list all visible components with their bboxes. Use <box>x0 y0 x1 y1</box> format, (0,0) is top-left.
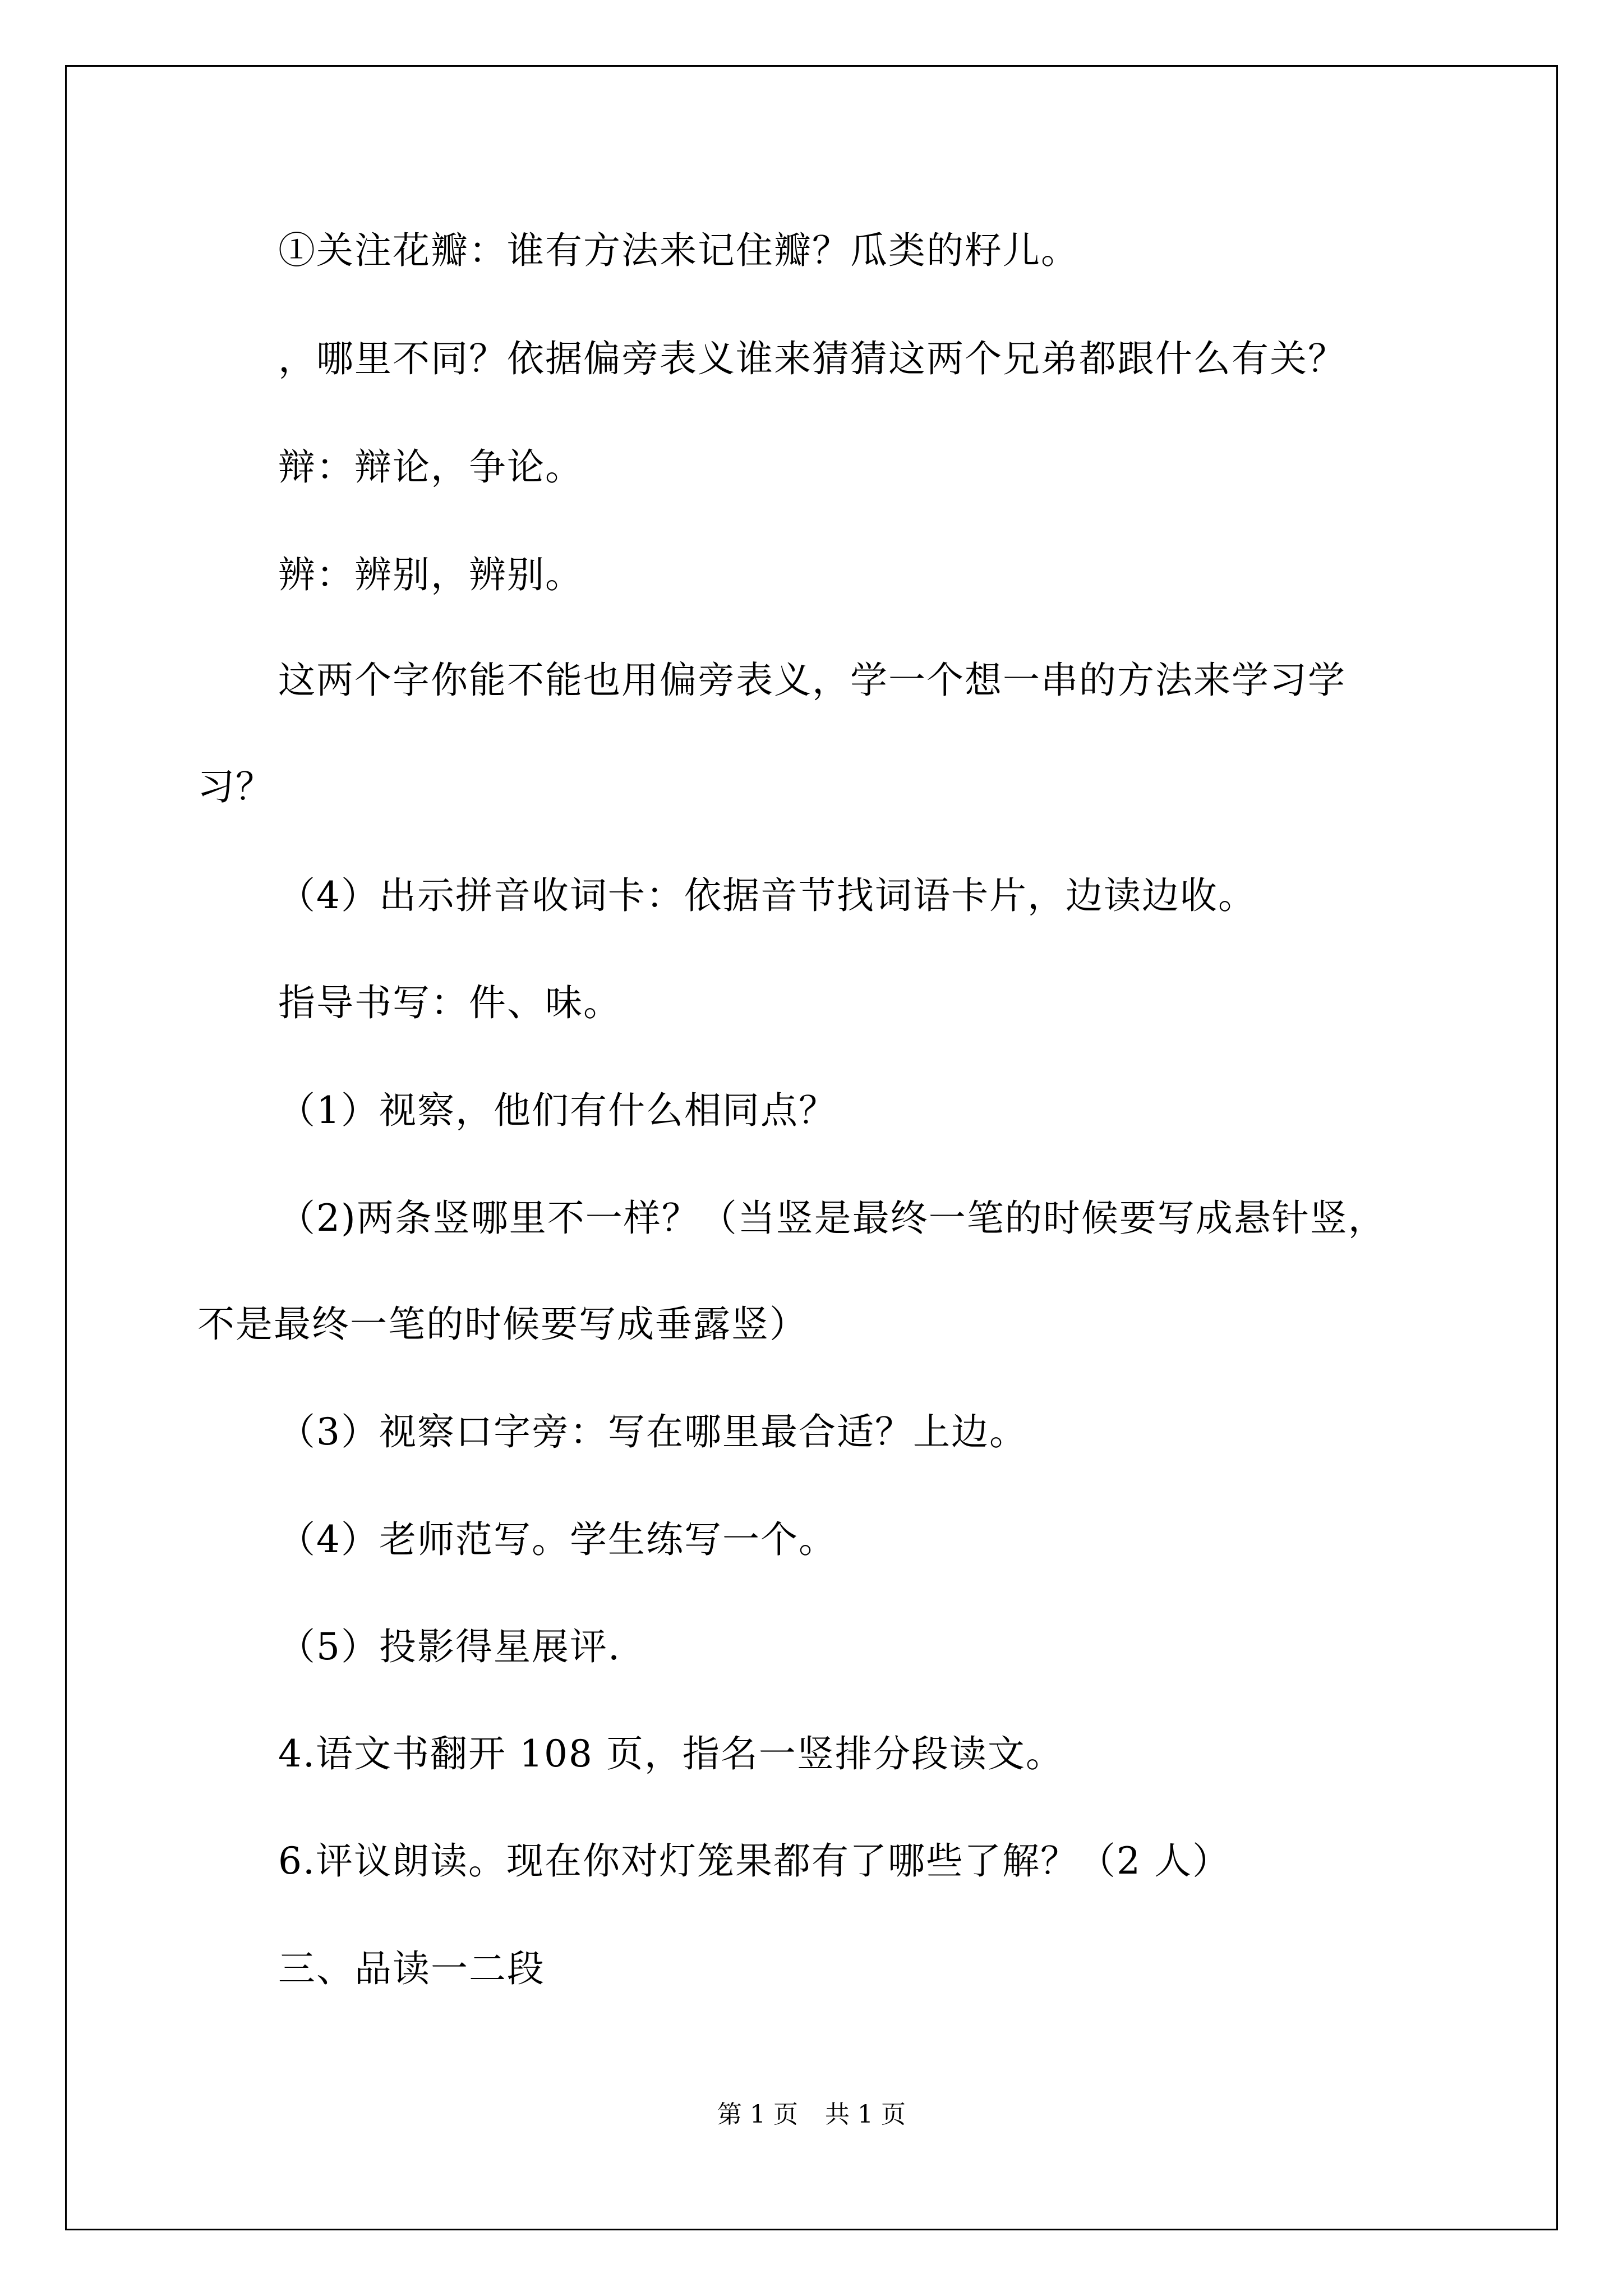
paragraph-line: （2)两条竖哪里不一样？（当竖是最终一笔的时候要写成悬针竖， <box>278 1197 1386 1240</box>
paragraph-line: 6.评议朗读。现在你对灯笼果都有了哪些了解？（2 人） <box>278 1839 1230 1883</box>
paragraph-line: （4）老师范写。学生练写一个。 <box>278 1518 837 1561</box>
paragraph-line: 指导书写：件、味。 <box>278 981 621 1024</box>
paragraph-line: 这两个字你能不能也用偏旁表义，学一个想一串的方法来学习学 <box>278 659 1346 702</box>
paragraph-line: ，哪里不同？依据偏旁表义谁来猜猜这两个兄弟都跟什么有关？ <box>278 337 1346 380</box>
paragraph-line: 辨：辨别，辨别。 <box>278 553 583 596</box>
paragraph-line: 习？ <box>197 765 274 808</box>
paragraph-line: 4.语文书翻开 108 页，指名一竖排分段读文。 <box>278 1732 1064 1775</box>
paragraph-line: （3）视察口字旁：写在哪里最合适？上边。 <box>278 1410 1027 1453</box>
paragraph-line: （1）视察，他们有什么相同点？ <box>278 1089 837 1132</box>
paragraph-line: 不是最终一笔的时候要写成垂露竖） <box>197 1303 808 1346</box>
paragraph-line: （4）出示拼音收词卡：依据音节找词语卡片，边读边收。 <box>278 874 1256 917</box>
paragraph-line: （5）投影得星展评. <box>278 1625 621 1668</box>
page-total: 共 1 页 <box>825 2100 906 2129</box>
paragraph-line: ①关注花瓣：谁有方法来记住瓣？瓜类的籽儿。 <box>278 229 1079 272</box>
paragraph-line: 三、品读一二段 <box>278 1947 545 1990</box>
page-number: 第 1 页 <box>717 2100 798 2129</box>
paragraph-line: 辩：辩论，争论。 <box>278 445 583 489</box>
page-footer <box>0 2099 1623 2131</box>
